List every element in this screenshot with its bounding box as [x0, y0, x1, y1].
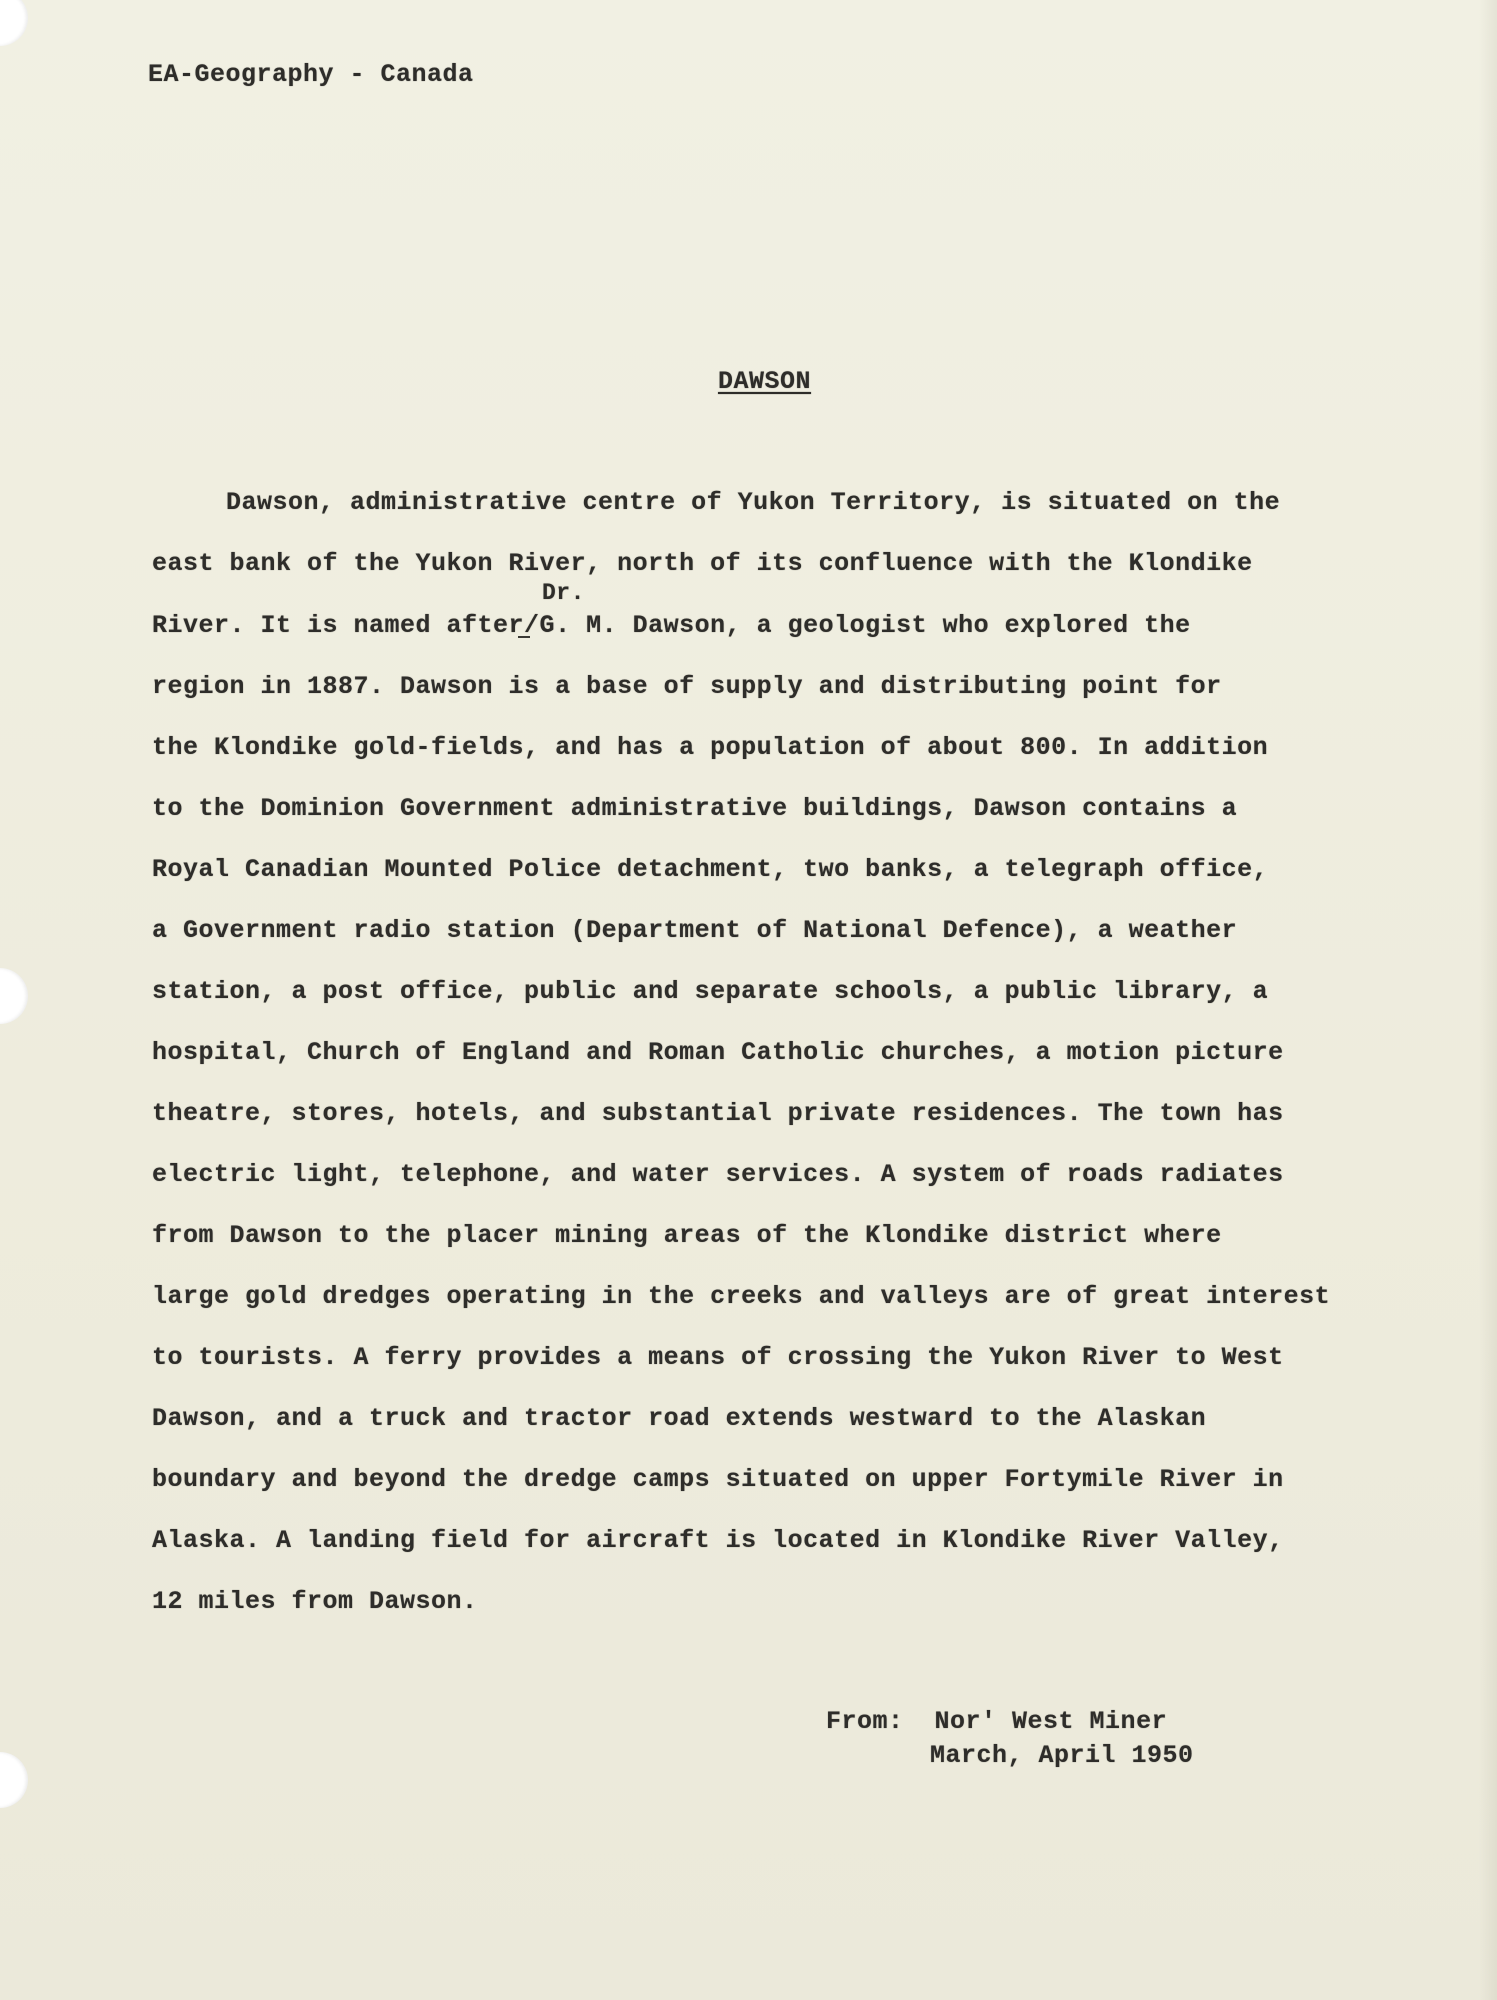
body-line: 12 miles from Dawson.	[152, 1587, 478, 1616]
body-line: Dawson, and a truck and tractor road extends westward to the Alaskan	[152, 1404, 1207, 1433]
body-line: Royal Canadian Mounted Police detachment, two banks, a telegraph office,	[152, 855, 1269, 884]
body-line: station, a post office, public and separate schools, a public library, a	[152, 977, 1269, 1006]
document-header: EA-Geography - Canada	[148, 60, 474, 89]
document-title: DAWSON	[718, 367, 812, 396]
punch-hole-bottom	[0, 1752, 28, 1808]
body-line: the Klondike gold-fields, and has a population of about 800. In addition	[152, 733, 1269, 762]
body-line: a Government radio station (Department of National Defence), a weather	[152, 916, 1238, 945]
body-line: east bank of the Yukon River, north of its confluence with the Klondike	[152, 549, 1253, 578]
source-name: Nor' West Miner	[934, 1707, 1168, 1736]
body-line: Alaska. A landing field for aircraft is located in Klondike River Valley,	[152, 1526, 1284, 1555]
body-line: to tourists. A ferry provides a means of crossing the Yukon River to West	[152, 1343, 1284, 1372]
body-line: region in 1887. Dawson is a base of supply and distributing point for	[152, 672, 1222, 701]
body-line: hospital, Church of England and Roman Catholic churches, a motion picture	[152, 1038, 1284, 1067]
body-line: River. It is named after/G. M. Dawson, a geologist who explored the	[152, 611, 1191, 640]
page-edge-shadow	[1479, 0, 1497, 2000]
source-attribution	[826, 1707, 1167, 1736]
source-date: March, April 1950	[930, 1741, 1194, 1770]
body-line: theatre, stores, hotels, and substantial private residences. The town has	[152, 1099, 1284, 1128]
body-line: large gold dredges operating in the creeks and valleys are of great interest	[152, 1282, 1331, 1311]
interlinear-insert: Dr.	[542, 580, 585, 606]
body-line: boundary and beyond the dredge camps situated on upper Fortymile River in	[152, 1465, 1284, 1494]
punch-hole-middle	[0, 968, 28, 1024]
body-line: electric light, telephone, and water services. A system of roads radiates	[152, 1160, 1284, 1189]
punch-hole-top	[0, 0, 28, 46]
body-line: Dawson, administrative centre of Yukon Territory, is situated on the	[226, 488, 1281, 517]
body-line: from Dawson to the placer mining areas of the Klondike district where	[152, 1221, 1222, 1250]
body-line: to the Dominion Government administrative buildings, Dawson contains a	[152, 794, 1238, 823]
source-label: From:	[826, 1707, 904, 1736]
